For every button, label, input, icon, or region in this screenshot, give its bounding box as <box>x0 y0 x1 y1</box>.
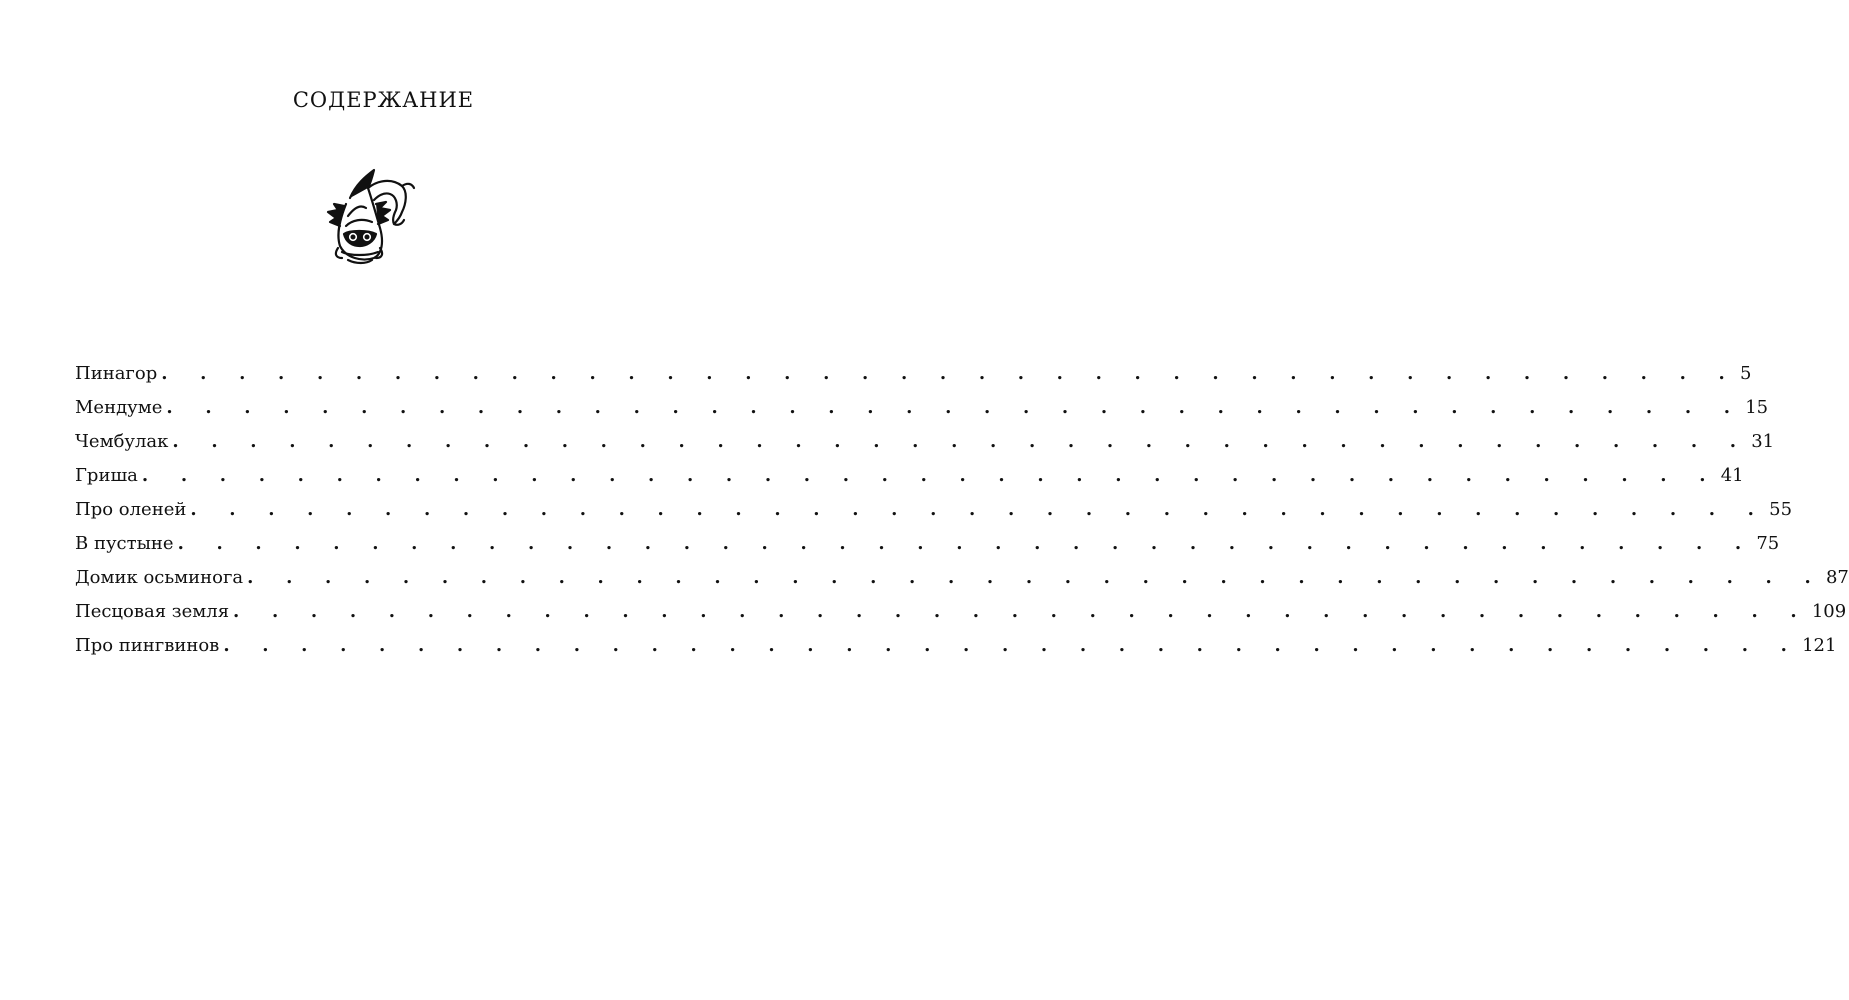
dot-leader: . . . . . . . . . . . . . . . . . . . . . . . . . . . . . . . . . . . . . . . . . <box>141 465 1719 486</box>
toc-entry-title: Пинагор <box>75 363 158 384</box>
toc-entry[interactable] <box>75 595 1847 629</box>
toc-entry-page: 109 <box>1811 601 1847 622</box>
toc-entry-title: Гриша <box>75 465 138 486</box>
toc-entry-page: 75 <box>1756 533 1780 554</box>
toc-entry-page: 5 <box>1740 363 1752 384</box>
toc-entry-page: 15 <box>1745 397 1769 418</box>
dot-leader: . . . . . . . . . . . . . . . . . . . . . . . . . . . . . . . . . . . . . . . . . <box>223 635 1801 656</box>
toc-entry[interactable] <box>75 629 1837 663</box>
toc-entry-title: Про оленей <box>75 499 187 520</box>
toc-entry-title: Песцовая земля <box>75 601 230 622</box>
toc-entry-page: 121 <box>1802 635 1837 656</box>
toc-entry[interactable] <box>75 425 1775 459</box>
dot-leader: . . . . . . . . . . . . . . . . . . . . . . . . . . . . . . . . . . . . . . . . . <box>172 431 1750 452</box>
toc-entry[interactable] <box>75 391 1769 425</box>
toc-entry-page: 31 <box>1751 431 1775 452</box>
toc-entry-title: Мендуме <box>75 397 163 418</box>
toc-entry-page: 87 <box>1825 567 1849 588</box>
dot-leader: . . . . . . . . . . . . . . . . . . . . . . . . . . . . . . . . . . . . . . . . . <box>161 363 1739 384</box>
toc-entry-title: В пустыне <box>75 533 174 554</box>
toc-entry-title: Про пингвинов <box>75 635 220 656</box>
dot-leader: . . . . . . . . . . . . . . . . . . . . . . . . . . . . . . . . . . . . . . . . . <box>233 601 1810 622</box>
toc-entry-title: Чембулак <box>75 431 169 452</box>
dot-leader: . . . . . . . . . . . . . . . . . . . . . . . . . . . . . . . . . . . . . . . . . <box>247 567 1824 588</box>
table-of-contents <box>75 357 1849 663</box>
toc-entry[interactable] <box>75 561 1849 595</box>
dot-leader: . . . . . . . . . . . . . . . . . . . . . . . . . . . . . . . . . . . . . . . . . <box>190 499 1768 520</box>
toc-entry-page: 41 <box>1720 465 1744 486</box>
toc-entry[interactable] <box>75 493 1793 527</box>
dot-leader: . . . . . . . . . . . . . . . . . . . . . . . . . . . . . . . . . . . . . . . . . <box>177 533 1755 554</box>
toc-entry[interactable] <box>75 357 1752 391</box>
dot-leader: . . . . . . . . . . . . . . . . . . . . . . . . . . . . . . . . . . . . . . . . . <box>166 397 1744 418</box>
fish-vignette-icon <box>322 164 418 268</box>
toc-entry-page: 55 <box>1769 499 1793 520</box>
toc-entry[interactable] <box>75 459 1744 493</box>
toc-entry[interactable] <box>75 527 1780 561</box>
page-title: СОДЕРЖАНИЕ <box>292 88 475 112</box>
toc-entry-title: Домик осьминога <box>75 567 244 588</box>
